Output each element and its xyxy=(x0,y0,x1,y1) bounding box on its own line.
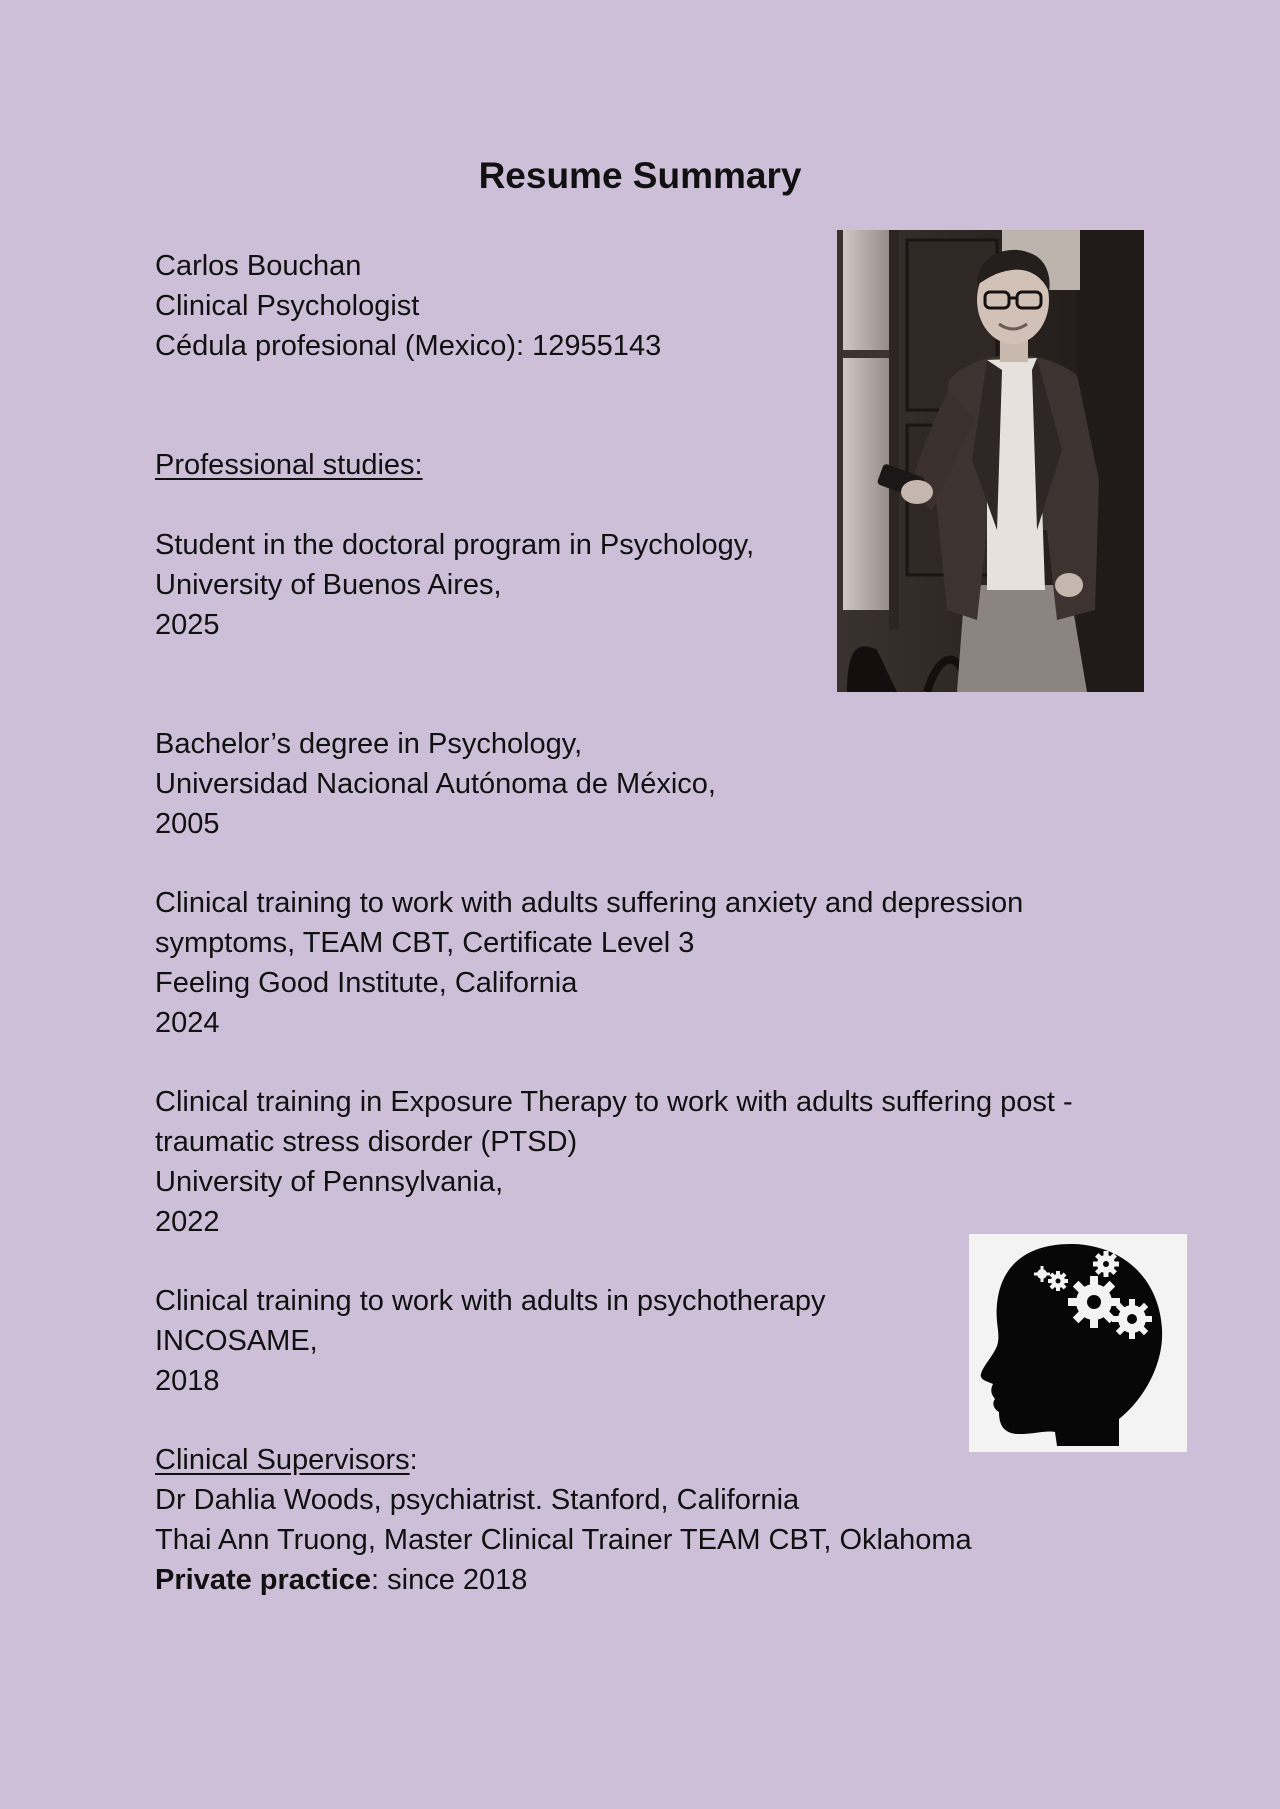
study-line: Clinical training to work with adults in psychotherapy xyxy=(155,1285,826,1317)
study-item xyxy=(155,883,1023,1043)
study-item xyxy=(155,1281,826,1401)
identity-block xyxy=(155,246,661,366)
studies-heading: Professional studies: xyxy=(155,449,423,481)
study-line: 2025 xyxy=(155,609,220,641)
supervisors-colon: : xyxy=(409,1444,418,1476)
private-practice-line xyxy=(155,1560,972,1600)
supervisor-line: Dr Dahlia Woods, psychiatrist. Stanford, California xyxy=(155,1484,800,1516)
supervisor-line: Thai Ann Truong, Master Clinical Trainer TEAM CBT, Oklahoma xyxy=(155,1524,972,1556)
study-line: 2022 xyxy=(155,1206,220,1238)
private-practice-label: Private practice xyxy=(155,1564,372,1596)
portrait-photo xyxy=(837,230,1144,692)
study-line: INCOSAME, xyxy=(155,1325,318,1357)
study-item xyxy=(155,724,716,844)
head-gears-icon xyxy=(969,1234,1187,1452)
study-line: symptoms, TEAM CBT, Certificate Level 3 xyxy=(155,927,695,959)
person-cedula: Cédula profesional (Mexico): 12955143 xyxy=(155,330,662,362)
study-line: University of Buenos Aires, xyxy=(155,569,502,601)
private-practice-value: : since 2018 xyxy=(371,1564,528,1596)
person-name: Carlos Bouchan xyxy=(155,250,362,282)
study-line: 2024 xyxy=(155,1007,220,1039)
study-line: Bachelor’s degree in Psychology, xyxy=(155,728,583,760)
page-title: Resume Summary xyxy=(478,155,802,196)
study-item xyxy=(155,1082,1073,1242)
study-line: University of Pennsylvania, xyxy=(155,1166,504,1198)
study-line: Clinical training in Exposure Therapy to work with adults suffering post - xyxy=(155,1086,1073,1118)
study-line: Student in the doctoral program in Psychology, xyxy=(155,529,755,561)
study-line: Universidad Nacional Autónoma de México, xyxy=(155,768,716,800)
study-line: 2018 xyxy=(155,1365,220,1397)
supervisors-block xyxy=(155,1440,972,1600)
study-line: Feeling Good Institute, California xyxy=(155,967,578,999)
studies-heading-block xyxy=(155,445,423,485)
supervisors-heading: Clinical Supervisors xyxy=(155,1444,410,1476)
study-line: traumatic stress disorder (PTSD) xyxy=(155,1126,578,1158)
person-profession: Clinical Psychologist xyxy=(155,290,420,322)
study-line: 2005 xyxy=(155,808,220,840)
study-line: Clinical training to work with adults suffering anxiety and depression xyxy=(155,887,1024,919)
study-item xyxy=(155,525,754,645)
